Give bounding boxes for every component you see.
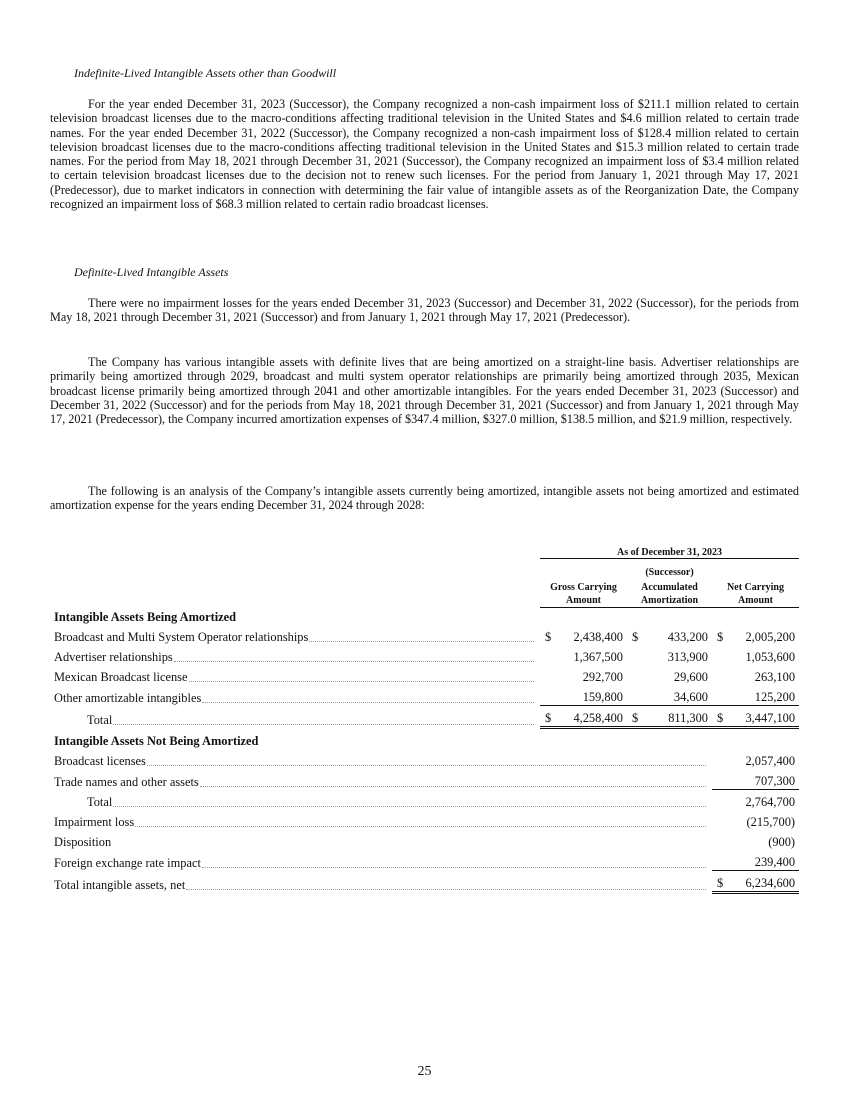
definite-paragraph-2: The Company has various intangible assets with definite lives that are being amortized on a straight-line basis. Advertiser relationships are primarily being amortized through 2029, broadcast and multi system operator relationships are primarily being amortized through 2035, Mexican broadcast license primarily being amortized through 2041 and other amortizable intangibles. For the years ended December 31, 2023 (Successor) and December 31, 2022 (Successor) and for the periods from May 18, 2021 through December 31, 2021 (Successor) and from January 1, 2021 through May 17, 2021 (Predecessor), the Company incurred amortization expenses of $347.4 million, $327.0 million, $138.5 million, and $21.9 million, respectively. [50, 355, 799, 427]
net-value: 263,100 [754, 670, 796, 684]
gross-value: 292,700 [582, 670, 623, 684]
grand-total-value: 6,234,600 [745, 876, 796, 890]
gross-value: 1,367,500 [573, 650, 623, 664]
row-label: Broadcast and Multi System Operator relationships [54, 630, 309, 644]
definite-paragraph-1: There were no impairment losses for the years ended December 31, 2023 (Successor) and December 31, 2022 (Successor), for the periods from May 18, 2021 through December 31, 2021 (Successor) and from January 1, 2021 through May 17, 2021 (Predecessor). [50, 296, 799, 325]
accum-total: 811,300 [668, 711, 708, 725]
row-label: Total [87, 712, 113, 727]
net-value: 239,400 [712, 850, 799, 871]
row-label: Disposition [54, 835, 112, 849]
accum-value: 433,200 [667, 630, 708, 644]
row-label: Impairment loss [54, 815, 135, 829]
accum-value: 29,600 [673, 670, 708, 684]
currency-sign: $ [717, 876, 724, 890]
accum-value: 313,900 [667, 650, 708, 664]
grand-total-row [50, 871, 799, 893]
table-row [50, 850, 799, 871]
not-amortized-total-row [50, 790, 799, 811]
net-value: 2,005,200 [745, 630, 796, 644]
col-net-header: Net Carrying Amount [712, 581, 799, 608]
amortized-total-row [50, 706, 799, 728]
table-row [50, 769, 799, 790]
page-number: 25 [417, 1064, 432, 1079]
currency-sign: $ [545, 630, 552, 644]
row-label: Foreign exchange rate impact [54, 855, 201, 870]
row-label: Total intangible assets, net [54, 877, 186, 892]
row-label: Other amortizable intangibles [54, 690, 202, 705]
amortized-heading: Intangible Assets Being Amortized [54, 610, 237, 624]
currency-sign: $ [632, 630, 639, 644]
indefinite-heading: Indefinite-Lived Intangible Assets other than Goodwill [74, 66, 337, 80]
col-accum-header: Accumulated Amortization [627, 581, 712, 608]
analysis-paragraph: The following is an analysis of the Company’s intangible assets currently being amortized, intangible assets not being amortized and estimated amortization expense for the years ending December 31, 2024 through 2028: [50, 484, 799, 513]
table-row [50, 625, 799, 645]
table-row [50, 830, 799, 850]
col-gross-header: Gross Carrying Amount [540, 581, 627, 608]
net-value: (900) [768, 835, 796, 849]
not-amortized-heading: Intangible Assets Not Being Amortized [54, 734, 259, 748]
net-total: 3,447,100 [745, 711, 796, 725]
currency-sign: $ [545, 711, 552, 725]
table-row [50, 665, 799, 685]
row-label: Trade names and other assets [54, 774, 199, 789]
period-header: As of December 31, 2023 [540, 538, 799, 558]
net-value: 707,300 [712, 769, 799, 790]
currency-sign: $ [717, 711, 724, 725]
currency-sign: $ [632, 711, 639, 725]
gross-value: 159,800 [540, 685, 627, 706]
row-label: Broadcast licenses [54, 754, 146, 768]
row-label: Total [87, 795, 113, 809]
definite-heading: Definite-Lived Intangible Assets [74, 265, 229, 279]
status-header: (Successor) [645, 567, 694, 578]
table-row [50, 749, 799, 769]
net-value: 125,200 [712, 685, 799, 706]
accum-value: 34,600 [627, 685, 712, 706]
gross-value: 2,438,400 [573, 630, 623, 644]
row-label: Advertiser relationships [54, 650, 173, 664]
gross-total: 4,258,400 [573, 711, 623, 725]
table-row [50, 810, 799, 830]
table-row [50, 685, 799, 706]
net-value: 1,053,600 [745, 650, 796, 664]
intangible-assets-table [50, 538, 799, 894]
row-label: Mexican Broadcast license [54, 670, 188, 684]
indefinite-paragraph: For the year ended December 31, 2023 (Successor), the Company recognized a non-cash impairment loss of $211.1 million related to certain television broadcast licenses due to the macro-conditions affecting traditional television in the United States and $4.6 million related to certain trade names. For the year ended December 31, 2022 (Successor), the Company recognized a non-cash impairment loss of $128.4 million related to certain television broadcast licenses due to the macro-conditions affecting traditional television in the United States and $15.3 million related to certain trade names. For the period from May 18, 2021 through December 31, 2021 (Successor), the Company recognized an impairment loss of $3.4 million related to certain television broadcast licenses due to the decision not to renew such licenses. For the period from January 1, 2021 through May 17, 2021 (Predecessor), due to market indicators in connection with determining the fair value of intangible assets as of the Reorganization Date, the Company recognized an impairment loss of $68.3 million related to certain radio broadcast licenses. [50, 97, 799, 212]
net-value: 2,057,400 [745, 754, 796, 768]
net-value: (215,700) [746, 815, 796, 829]
net-value: 2,764,700 [745, 795, 796, 809]
currency-sign: $ [717, 630, 724, 644]
table-row [50, 645, 799, 665]
